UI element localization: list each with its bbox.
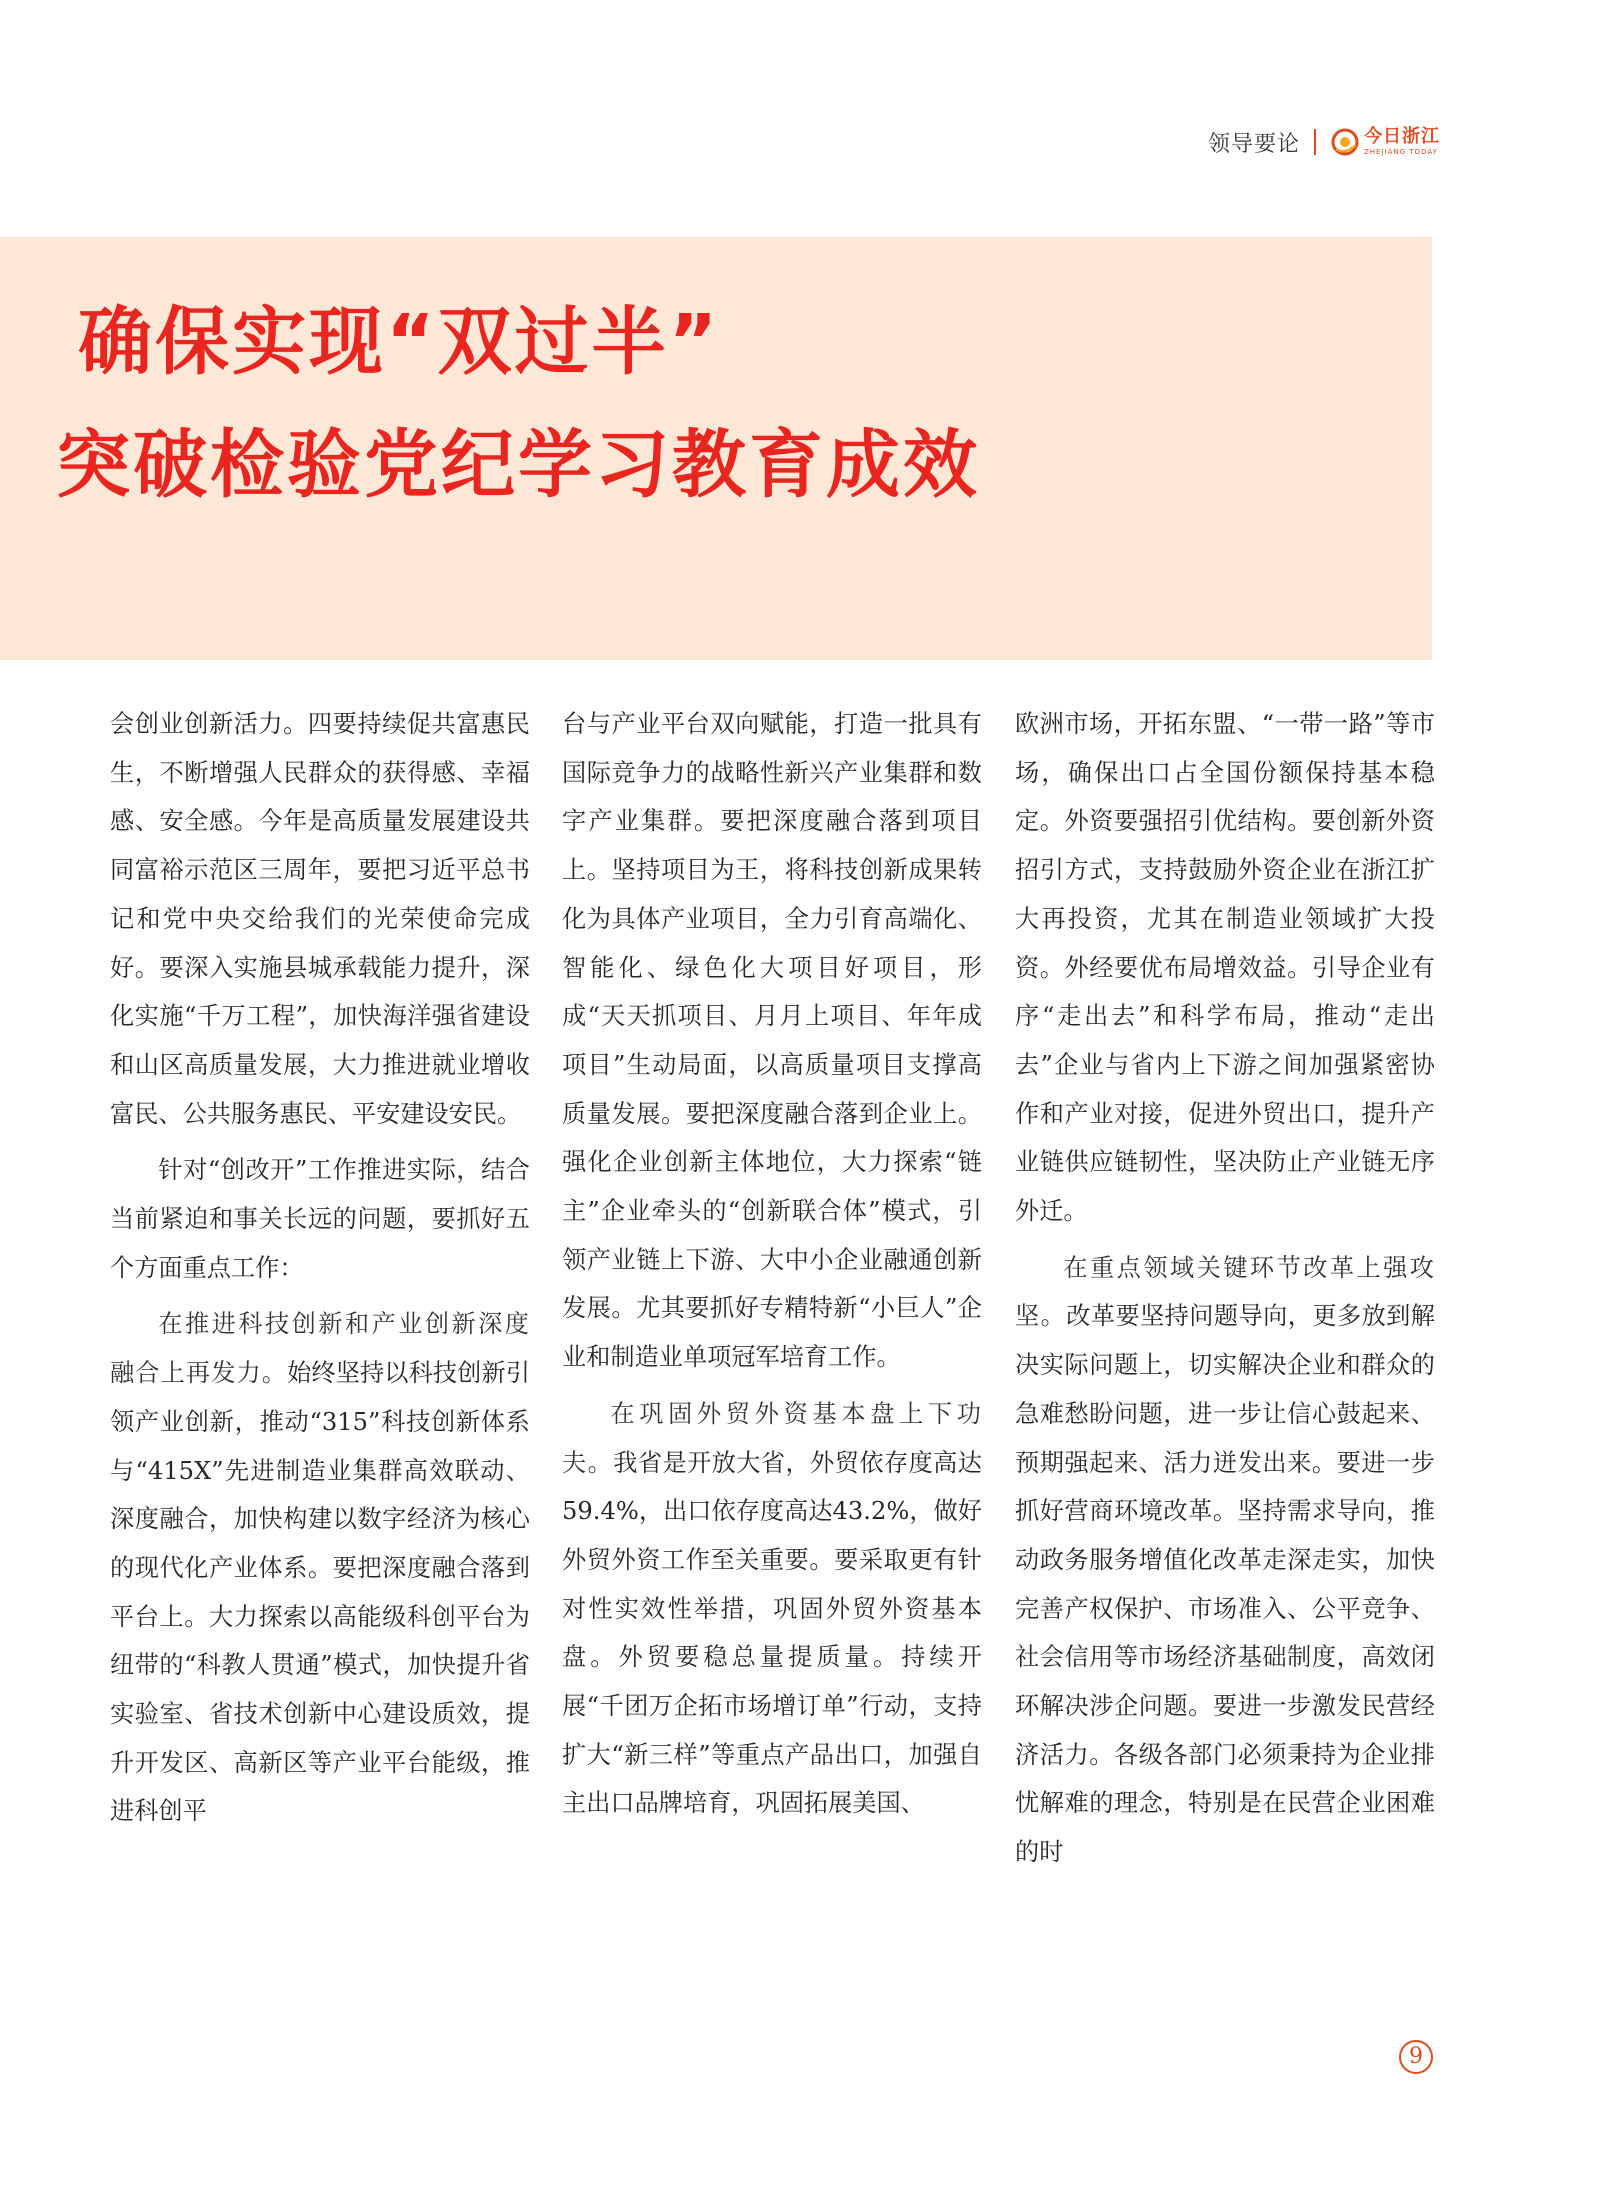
text-column-3	[1015, 700, 1435, 1885]
logo-english-text: ZHEJIANG TODAY	[1364, 148, 1438, 156]
paragraph-lead: 在巩固外贸外资基本盘上下功夫。	[562, 1399, 982, 1477]
article-title-line-1: 确保实现“双过半”	[78, 299, 721, 385]
sun-logo-icon	[1330, 127, 1360, 157]
text-column-2	[562, 700, 982, 1836]
paragraph: 台与产业平台双向赋能，打造一批具有国际竞争力的战略性新兴产业集群和数字产业集群。要把深度融合落到项目上。坚持项目为王，将科技创新成果转化为具体产业项目，全力引育高端化、智能化、绿色化大项目好项目，形成“天天抓项目、月月上项目、年年成项目”生动局面，以高质量项目支撑高质量发展。要把深度融合落到企业上。强化企业创新主体地位，大力探索“链主”企业牵头的“创新联合体”模式，引领产业链上下游、大中小企业融通创新发展。尤其要抓好专精特新“小巨人”企业和制造业单项冠军培育工作。	[562, 710, 982, 1372]
paragraph: 针对“创改开”工作推进实际，结合当前紧迫和事关长远的问题，要抓好五个方面重点工作：	[110, 1156, 530, 1282]
paragraph: 在重点领域关键环节改革上强攻坚。改革要坚持问题导向，更多放到解决实际问题上，切实解决企业和群众的急难愁盼问题，进一步让信心鼓起来、预期强起来、活力迸发出来。要进一步抓好营商环境改革。坚持需求导向，推动政务服务增值化改革走深走实，加快完善产权保护、市场准入、公平竞争、社会信用等市场经济基础制度，高效闭环解决涉企问题。要进一步激发民营经济活力。各级各部门必须秉持为企业排忧解难的理念，特别是在民营企业困难的时	[1015, 1253, 1435, 1867]
page-header	[1208, 122, 1440, 162]
paragraph: 在推进科技创新和产业创新深度融合上再发力。始终坚持以科技创新引领产业创新，推动“315”科技创新体系与“415X”先进制造业集群高效联动、深度融合，加快构建以数字经济为核心的现代化产业体系。要把深度融合落到平台上。大力探索以高能级科创平台为纽带的“科教人贯通”模式，加快提升省实验室、省技术创新中心建设质效，提升开发区、高新区等产业平台能级，推进科创平	[110, 1310, 530, 1826]
header-divider	[1314, 129, 1316, 155]
paragraph-lead: 在推进科技创新和产业创新深度融合上再发力。	[110, 1310, 530, 1388]
magazine-logo	[1330, 127, 1440, 157]
paragraph: 欧洲市场，开拓东盟、“一带一路”等市场，确保出口占全国份额保持基本稳定。外资要强招引优结构。要创新外资招引方式，支持鼓励外资企业在浙江扩大再投资，尤其在制造业领域扩大投资。外经要优布局增效益。引导企业有序“走出去”和科学布局，推动“走出去”企业与省内上下游之间加强紧密协作和产业对接，促进外贸出口，提升产业链供应链韧性，坚决防止产业链无序外迁。	[1015, 710, 1435, 1226]
text-column-1	[110, 700, 530, 1844]
paragraph-lead: 在重点领域关键环节改革上强攻坚。	[1015, 1253, 1435, 1331]
paragraph: 会创业创新活力。四要持续促共富惠民生，不断增强人民群众的获得感、幸福感、安全感。今年是高质量发展建设共同富裕示范区三周年，要把习近平总书记和党中央交给我们的光荣使命完成好。要深入实施县城承载能力提升，深化实施“千万工程”，加快海洋强省建设和山区高质量发展，大力推进就业增收富民、公共服务惠民、平安建设安民。	[110, 710, 530, 1128]
logo-chinese-text: 今日浙江	[1364, 126, 1440, 147]
article-title-line-2: 突破检验党纪学习教育成效	[56, 422, 980, 508]
page-number: 9	[1399, 2040, 1433, 2074]
section-label: 领导要论	[1207, 131, 1300, 157]
paragraph: 在巩固外贸外资基本盘上下功夫。我省是开放大省，外贸依存度高达59.4%，出口依存度高达43.2%，做好外贸外资工作至关重要。要采取更有针对性实效性举措，巩固外贸外资基本盘。外贸要稳总量提质量。持续开展“千团万企拓市场增订单”行动，支持扩大“新三样”等重点产品出口，加强自主出口品牌培育，巩固拓展美国、	[562, 1399, 982, 1818]
